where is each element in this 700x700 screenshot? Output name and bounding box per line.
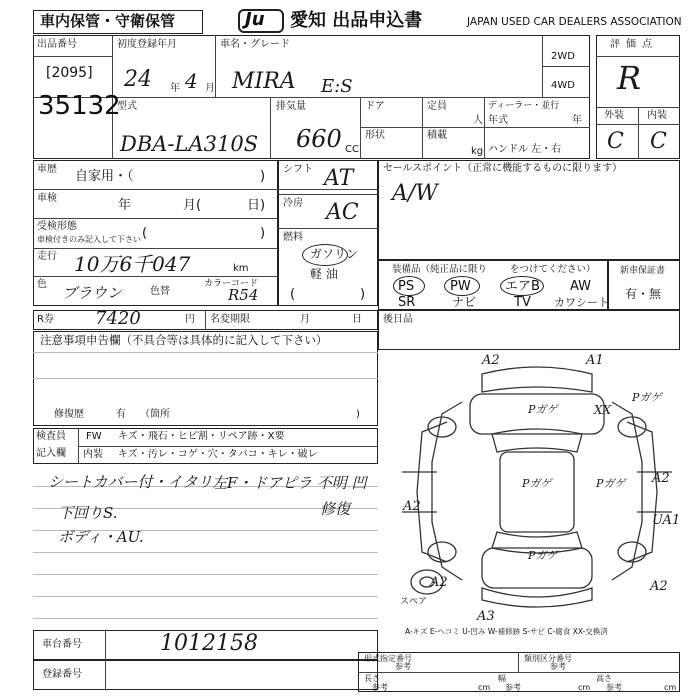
receive-open: ( — [142, 226, 148, 241]
year-unit: 年 — [170, 83, 180, 94]
equipment-title-end: をつけてください） — [510, 264, 596, 275]
damage-legend: A-キズ E-ヘコミ U-凹み W-補修跡 S-サビ C-腐食 XX-交換済 — [405, 627, 608, 636]
fuel-paren-open: ( — [290, 287, 296, 302]
height-label: 高さ — [596, 674, 612, 683]
interior-score: C — [650, 129, 667, 154]
height-ref: 参考 — [606, 683, 622, 692]
width-cm: cm — [578, 683, 591, 692]
mark-pity-right: Pガゲ — [596, 477, 626, 490]
inspection-day: 日) — [247, 198, 266, 213]
name-grade-label: 車名・グレード — [220, 39, 290, 50]
year-type-label: 年式 — [488, 115, 508, 126]
equipment-airbag: エアB — [505, 279, 540, 294]
cooling-label: 冷房 — [283, 198, 303, 209]
mark-pity-top-right: Pガゲ — [632, 391, 662, 404]
chassis-label: 車台番号 — [42, 639, 82, 650]
month-unit: 月 — [205, 83, 215, 94]
inspection-year: 年 — [118, 198, 132, 213]
repair-label: 修復歴 — [54, 409, 84, 420]
equipment-ps-circle — [393, 276, 425, 296]
entry-label: 記入欄 — [36, 448, 66, 459]
mark-a1-top: A1 — [586, 353, 604, 368]
form-title: 愛知 出品申込書 — [290, 10, 423, 31]
length-cm: cm — [478, 683, 491, 692]
note-right-1: 左F・ドアピラ 不明 凹 — [212, 474, 367, 492]
spare-label: スペア — [400, 597, 428, 607]
kg-unit: kg — [471, 146, 484, 157]
note-line-2: 下回りS. — [58, 504, 118, 522]
mileage-value: 10万6千047 — [74, 252, 191, 276]
sales-point-block — [378, 160, 680, 260]
mileage-label: 走行 — [37, 251, 57, 262]
mark-pity-top-left: Pガゲ — [528, 403, 558, 416]
recycle-fee-value: 7420 — [95, 308, 141, 329]
load-label: 積載 — [427, 130, 447, 141]
cooling-value: AC — [326, 200, 359, 225]
mark-ua1-right: UA1 — [652, 513, 681, 528]
mark-a2-bottom-left: A2 — [430, 575, 448, 590]
mark-a2-top: A2 — [482, 353, 500, 368]
equipment-airbag-circle — [500, 276, 544, 296]
shift-label: シフト — [283, 164, 313, 175]
fuel-paren-close: ) — [360, 287, 366, 302]
shift-value: AT — [324, 166, 354, 191]
repair-yes: 有 — [116, 409, 126, 420]
receive-note: 車検付きのみ記入して下さい — [37, 235, 141, 244]
equipment-tv: TV — [514, 295, 531, 310]
mark-a2-right: A2 — [652, 471, 670, 486]
reg-year-value: 24 — [124, 67, 152, 92]
fuel-gasoline: ガソリン — [310, 247, 359, 261]
association-logo: Ju — [245, 9, 265, 30]
interior-label: 内装 — [647, 110, 667, 121]
fw-items: キズ・飛石・ヒビ割・リペア跡・X要 — [118, 431, 285, 442]
repair-place: （箇所 — [140, 409, 170, 420]
chassis-number-value: 1012158 — [160, 631, 258, 656]
dealer-label: ディーラー・並行 — [488, 101, 560, 111]
equipment-sr: SR — [398, 295, 416, 310]
new-warranty-label: 新車保証書 — [620, 266, 666, 276]
width-label: 幅 — [498, 674, 506, 683]
color-code-value: R54 — [228, 286, 259, 304]
person-unit: 人 — [473, 115, 483, 126]
fuel-selected-mark — [302, 244, 348, 266]
model-code-value: DBA-LA310S — [120, 132, 259, 156]
name-change-label: 名変期限 — [210, 314, 250, 325]
history-label: 車歴 — [37, 164, 57, 175]
name-change-month: 月 — [300, 314, 310, 325]
exterior-score: C — [607, 129, 624, 154]
sales-point-label: セールスポイント（正常に機能するものに限ります） — [383, 163, 623, 174]
km-unit: km — [233, 263, 249, 274]
lot-no-label: 出品番号 — [37, 39, 77, 50]
note-line-1: シートカバー付・イタリ — [48, 473, 213, 491]
length-label: 長さ — [364, 674, 380, 683]
history-close: ) — [260, 169, 266, 184]
door-label: ドア — [365, 101, 385, 112]
naiso-label: 内装 — [83, 449, 103, 460]
cc-unit: CC — [345, 144, 359, 155]
shape-label: 形状 — [365, 130, 385, 141]
color-code-label: カラーコード — [204, 279, 259, 289]
exterior-label: 外装 — [604, 110, 624, 121]
first-reg-label: 初度登録年月 — [117, 39, 177, 50]
fw-label: FW — [86, 431, 102, 442]
equipment-pw-circle — [444, 276, 480, 296]
fuel-label: 燃料 — [283, 232, 303, 243]
name-change-day: 日 — [352, 314, 362, 325]
wd4-label: 4WD — [551, 80, 575, 91]
note-right-2: 修復 — [320, 500, 351, 518]
mark-xx-top: XX — [594, 403, 612, 417]
equipment-seat: カワシート — [554, 296, 609, 309]
form-subtitle: JAPAN USED CAR DEALERS ASSOCIATION — [467, 16, 682, 28]
note-line-3: ボディ・AU. — [58, 528, 144, 546]
mark-pity-center: Pガゲ — [522, 477, 552, 490]
lot-number: 35132 — [38, 91, 121, 121]
form-no-ref: 参考 — [395, 662, 411, 671]
post-install-label: 後日品 — [383, 314, 413, 325]
storage-stamp: 車内保管・守衛保管 — [40, 12, 176, 30]
color-label: 色 — [37, 279, 47, 290]
width-ref: 参考 — [505, 683, 521, 692]
equipment-navi: ナビ — [452, 295, 477, 309]
mark-a3-bottom: A3 — [477, 609, 495, 624]
recycle-label: R券 — [37, 314, 54, 325]
receive-close: ) — [260, 226, 266, 241]
reg-month-value: 4 — [185, 69, 198, 93]
form-no-label: 形式指定番号 — [364, 654, 412, 663]
repair-close: ) — [356, 409, 360, 420]
inspection-month: 月( — [183, 198, 202, 213]
color-value: ブラウン — [62, 284, 123, 302]
grade-score-label: 評価点 — [610, 39, 658, 50]
equipment-ps: PS — [398, 279, 415, 294]
length-ref: 参考 — [372, 683, 388, 692]
mark-a2-bottom-right: A2 — [650, 579, 668, 594]
lot-bracket: [2095] — [46, 65, 93, 81]
inspection-label: 車検 — [37, 193, 57, 204]
displacement-label: 排気量 — [276, 101, 306, 112]
capacity-label: 定員 — [427, 101, 447, 112]
receive-label: 受検形態 — [37, 221, 77, 232]
year-type-unit: 年 — [572, 115, 582, 126]
warranty-yes-no: 有・無 — [625, 287, 662, 301]
grade-score-value: R — [617, 59, 642, 97]
reg-no-row — [33, 660, 378, 690]
inspector-label: 検査員 — [36, 431, 66, 442]
grade-value: E:S — [321, 76, 353, 97]
notes-title: 注意事項申告欄（不具合等は具体的に記入して下さい） — [40, 333, 328, 347]
fuel-diesel: 軽 油 — [310, 267, 338, 281]
equipment-aw: AW — [570, 279, 592, 294]
wd2-label: 2WD — [551, 51, 575, 62]
yen-unit: 円 — [185, 314, 195, 325]
post-install-block — [378, 310, 680, 350]
sales-point-value: A/W — [392, 181, 438, 206]
model-label: 型式 — [117, 101, 137, 112]
car-name-value: MIRA — [232, 69, 296, 94]
displacement-value: 660 — [296, 125, 342, 153]
class-no-ref: 参考 — [550, 662, 566, 671]
steering-label: ハンドル 左・右 — [488, 144, 562, 155]
mark-pity-bottom: Pガゲ — [528, 549, 558, 562]
color-change-label: 色替 — [150, 286, 170, 297]
history-value: 自家用・（ — [75, 169, 134, 184]
naiso-items: キズ・汚レ・コゲ・穴・タバコ・キレ・破レ — [118, 449, 318, 460]
equipment-title: 装備品（純正品に限り — [392, 264, 488, 275]
equipment-pw: PW — [450, 279, 471, 294]
class-no-label: 類別区分番号 — [524, 654, 572, 663]
mark-a2-left: A2 — [403, 499, 421, 514]
reg-no-label: 登録番号 — [42, 669, 82, 680]
height-cm: cm — [664, 683, 677, 692]
